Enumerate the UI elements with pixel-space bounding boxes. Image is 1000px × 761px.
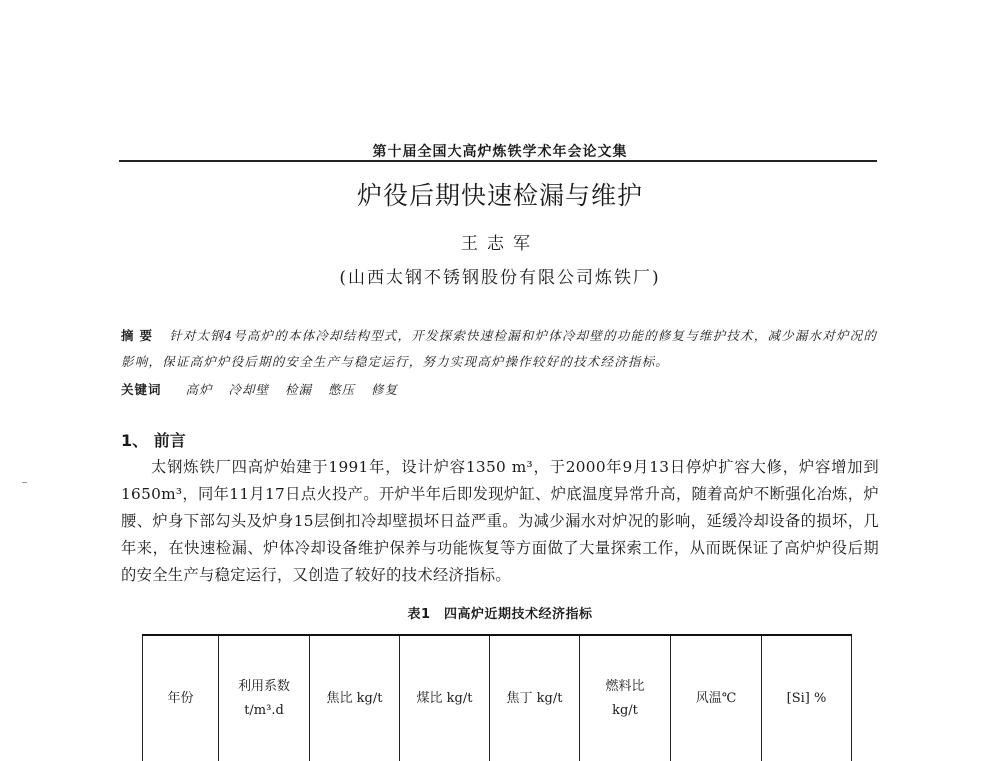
- proceedings-header: 第十届全国大高炉炼铁学术年会论文集: [372, 144, 628, 160]
- abstract: [121, 323, 881, 375]
- keyword: 高炉: [185, 382, 213, 397]
- header-line: t/m³.d: [244, 702, 284, 718]
- table-header-cell: [490, 635, 580, 761]
- header-line: [Si] %: [786, 690, 827, 706]
- indicators-table: [142, 634, 852, 761]
- table-header-row: [143, 635, 852, 761]
- keyword: 检漏: [285, 382, 313, 397]
- table-header-cell: [580, 635, 671, 761]
- header-line: 利用系数: [237, 678, 290, 694]
- header-line: kg/t: [612, 702, 638, 718]
- scan-speck: [22, 482, 27, 483]
- keyword: 冷却壁: [228, 382, 270, 397]
- keyword: 憋压: [328, 382, 356, 397]
- header-line: 焦丁 kg/t: [506, 690, 563, 706]
- author-affiliation: (山西太钢不锈钢股份有限公司炼铁厂): [339, 268, 661, 288]
- header-line: 燃料比: [605, 678, 645, 694]
- abstract-label: 摘要: [121, 328, 159, 343]
- abstract-text: 针对太钢4号高炉的本体冷却结构型式，开发探索快速检漏和炉体冷却壁的功能的修复与维护技术，减少漏水对炉况的影响，保证高炉炉役后期的安全生产与稳定运行，努力实现高炉操作较好的技术经济指标。: [121, 328, 878, 369]
- table-header-cell: [310, 635, 400, 761]
- keywords-label: 关键词: [121, 382, 162, 397]
- header-line: 年份: [167, 690, 194, 706]
- header-divider: [119, 160, 877, 162]
- header-line: 煤比 kg/t: [416, 690, 473, 706]
- table-caption: 表1 四高炉近期技术经济指标: [407, 607, 593, 622]
- section-body-paragraph: 太钢炼铁厂四高炉始建于1991年，设计炉容1350 m³，于2000年9月13日停炉扩容大修，炉容增加到1650m³，同年11月17日点火投产。开炉半年后即发现炉缸、炉底温度异常升高，随着高炉不断强化冶炼，炉腰、炉身下部勾头及炉身15层倒扣冷却壁损坏日益严重。为减少漏水对炉况的影响，延缓冷却设备的损坏，几年来，在快速检漏、炉体冷却设备维护保养与功能恢复等方面做了大量探索工作，从而既保证了高炉炉役后期的安全生产与稳定运行，又创造了较好的技术经济指标。: [121, 458, 879, 584]
- section-heading-introduction: 1、 前言: [121, 431, 186, 450]
- header-line: 风温℃: [695, 690, 737, 706]
- paper-title: 炉役后期快速检漏与维护: [356, 181, 643, 210]
- author-name: 王志军: [461, 234, 539, 254]
- table-header-cell: [671, 635, 762, 761]
- keyword: 修复: [371, 382, 399, 397]
- table-header-cell: [762, 635, 852, 761]
- keywords: [121, 378, 881, 402]
- header-line: 焦比 kg/t: [326, 690, 383, 706]
- table-header-cell: [400, 635, 490, 761]
- table-header-cell: [219, 635, 310, 761]
- table-header-cell: [143, 635, 219, 761]
